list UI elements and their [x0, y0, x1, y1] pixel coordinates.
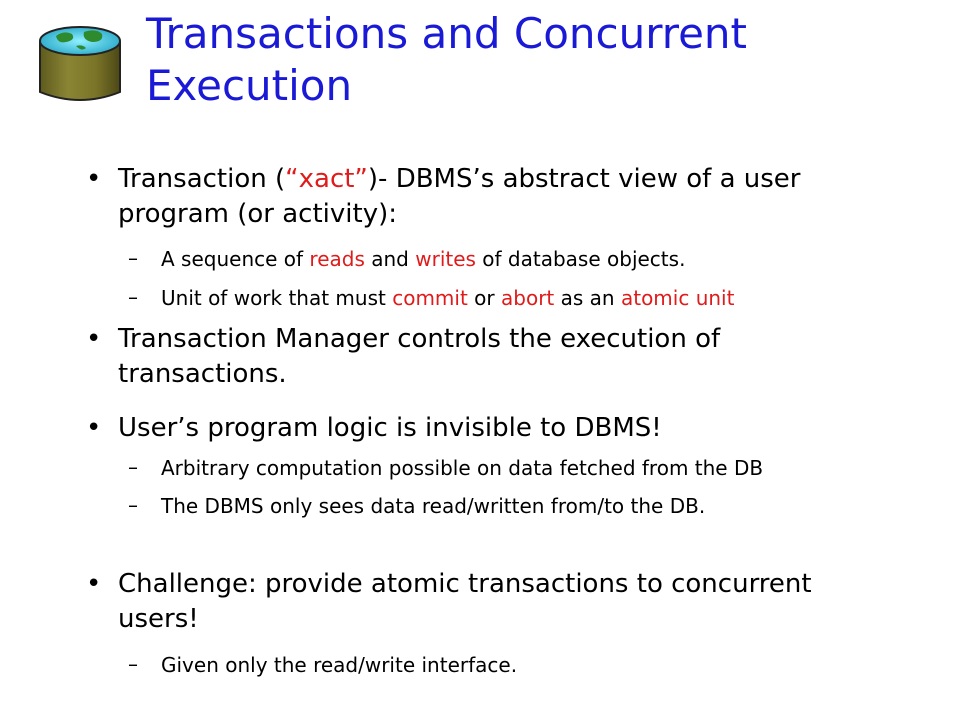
sub-bullet-marker: –	[128, 246, 138, 270]
emphasis-abort: abort	[501, 286, 555, 310]
emphasis-atomic-unit: atomic unit	[620, 286, 735, 310]
bullet-marker: •	[86, 164, 102, 194]
emphasis-reads: reads	[309, 247, 365, 271]
sub-bullet-marker: –	[128, 652, 138, 676]
sub-bullet-text: Arbitrary computation possible on data fetched from the DB	[161, 456, 764, 480]
bullet-marker: •	[86, 324, 102, 354]
slide-title-line2: Execution	[146, 61, 353, 110]
sub-bullet-text: Given only the read/write interface.	[161, 653, 518, 677]
sub-bullet-marker: –	[128, 493, 138, 517]
bullet-marker: •	[86, 569, 102, 599]
sub-bullet-text: The DBMS only sees data read/written from/to the DB.	[161, 494, 706, 518]
bullet-text: Transaction Manager controls the execution of transactions.	[118, 324, 721, 389]
sub-bullet-marker: –	[128, 455, 138, 479]
emphasis-xact: “xact”	[285, 164, 368, 194]
slide-title-line1: Transactions and Concurrent	[146, 9, 748, 58]
bullet-text: Challenge: provide atomic transactions to concurrent users!	[118, 569, 812, 634]
emphasis-writes: writes	[415, 247, 476, 271]
sub-bullet-text: A sequence of reads and writes of database objects.	[161, 247, 686, 271]
emphasis-commit: commit	[392, 286, 468, 310]
sub-bullet-marker: –	[128, 285, 138, 309]
sub-bullet-text: Unit of work that must commit or abort as an atomic unit	[161, 286, 735, 310]
bullet-marker: •	[86, 413, 102, 443]
bullet-text: User’s program logic is invisible to DBMS!	[118, 413, 662, 443]
bullet-text: Transaction (“xact”)- DBMS’s abstract view of a user program (or activity):	[118, 164, 801, 229]
database-cylinder-globe-icon	[36, 20, 126, 108]
slide-title	[146, 8, 926, 112]
